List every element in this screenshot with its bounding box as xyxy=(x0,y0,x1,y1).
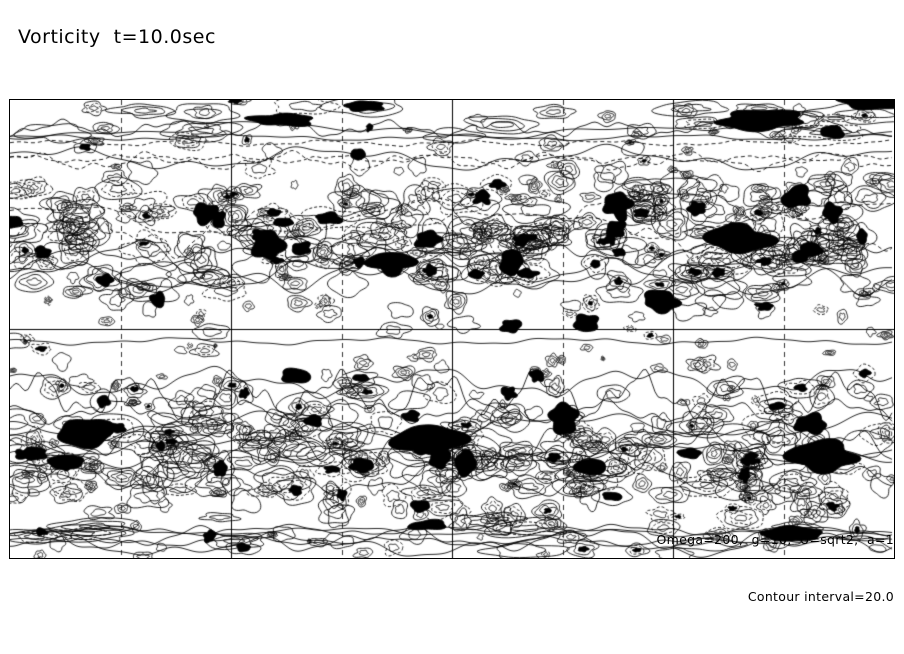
annotation-contour-interval: Contour interval=20.0 xyxy=(747,589,894,604)
contour-plot-area xyxy=(9,99,895,559)
contour-canvas xyxy=(10,100,894,558)
annotation-parameters: Omega=200, g=10, U=sqrt2, a=1 xyxy=(656,532,894,547)
chart-title: Vorticity t=10.0sec xyxy=(18,26,216,48)
figure-annotations xyxy=(657,492,894,644)
